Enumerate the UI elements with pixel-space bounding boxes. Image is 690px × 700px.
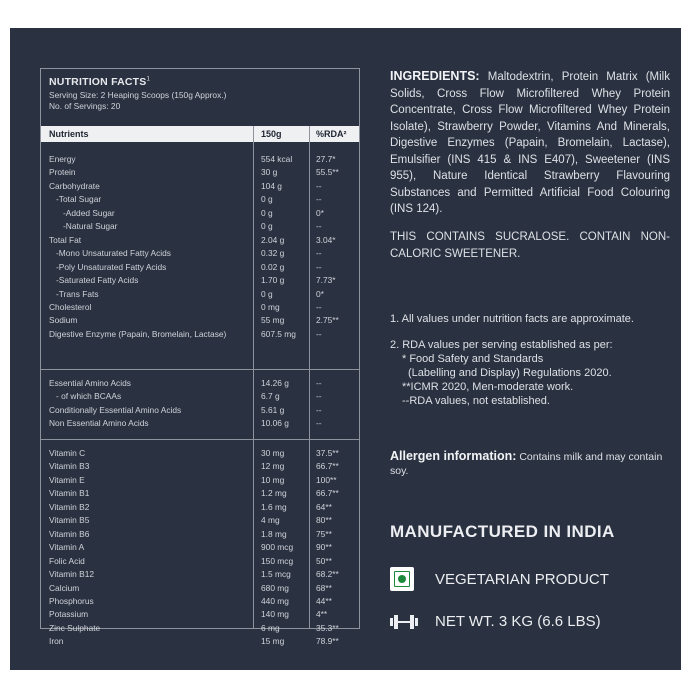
nutrient-name: Essential Amino Acids <box>49 378 131 388</box>
nutrient-name: Folic Acid <box>49 555 85 566</box>
nutrient-row <box>41 208 359 221</box>
nutrient-name: Vitamin B2 <box>49 501 90 512</box>
nutrient-row <box>41 448 359 461</box>
nutrient-rda: -- <box>316 248 322 259</box>
footnote-2b: (Labelling and Display) Regulations 2020. <box>408 367 612 379</box>
nutrient-amount: 6.7 g <box>261 391 280 402</box>
nutrient-rda: 75** <box>316 528 332 539</box>
nutrient-rda: -- <box>316 180 322 191</box>
nutrient-amount: 554 kcal <box>261 154 293 164</box>
nutrient-amount: 15 mg <box>261 636 285 647</box>
nutrient-row <box>41 167 359 180</box>
nutrient-amount: 440 mg <box>261 595 289 606</box>
nutrient-row <box>41 596 359 609</box>
nutrient-amount: 680 mg <box>261 582 289 593</box>
nutrient-amount: 0 g <box>261 221 273 232</box>
nutrient-rda: -- <box>316 391 322 402</box>
nutrient-amount: 0 g <box>261 194 273 205</box>
label-panel <box>10 28 681 670</box>
footnote-2a: * Food Safety and Standards <box>402 353 544 365</box>
nutrient-row <box>41 262 359 275</box>
nutrient-row <box>41 248 359 261</box>
nutrient-rda: 37.5** <box>316 448 339 458</box>
manufactured-in: MANUFACTURED IN INDIA <box>390 522 615 541</box>
nutrient-rda: -- <box>316 328 322 339</box>
nutrient-name: Vitamin B5 <box>49 515 90 526</box>
nutrient-row <box>41 623 359 636</box>
nutrient-name: -Poly Unsaturated Fatty Acids <box>56 261 167 272</box>
nutrient-amount: 150 mcg <box>261 555 294 566</box>
nutrition-column-header <box>41 126 359 142</box>
nutrient-rda: 50** <box>316 555 332 566</box>
nutrient-rda: -- <box>316 221 322 232</box>
nutrient-amount: 10 mg <box>261 474 285 485</box>
nutrient-row <box>41 235 359 248</box>
nutrient-row <box>41 418 359 431</box>
nutrient-row <box>41 583 359 596</box>
nutrition-facts-title: NUTRITION FACTS$^1$ <box>49 76 151 88</box>
nutrient-name: Zinc Sulphate <box>49 622 101 633</box>
nutrient-rda: 78.9** <box>316 636 339 647</box>
allergen-label: Allergen information: <box>390 449 517 463</box>
vegetarian-label: VEGETARIAN PRODUCT <box>435 571 609 588</box>
nutrient-amount: 0.32 g <box>261 248 285 259</box>
nutrient-name: Vitamin B6 <box>49 528 90 539</box>
nutrient-amount: 607.5 mg <box>261 328 296 339</box>
nutrient-name: -Natural Sugar <box>63 221 118 232</box>
section-divider <box>41 369 359 370</box>
nutrient-rda: 66.7** <box>316 461 339 472</box>
nutrient-amount: 0.02 g <box>261 261 285 272</box>
nutrient-rda: 66.7** <box>316 488 339 499</box>
footnote-2d: --RDA values, not established. <box>402 395 550 407</box>
nutrient-rda: 68** <box>316 582 332 593</box>
nutrient-row <box>41 515 359 528</box>
nutrient-row <box>41 378 359 391</box>
nutrient-amount: 1.8 mg <box>261 528 287 539</box>
nutrient-row <box>41 154 359 167</box>
nutrient-amount: 0 g <box>261 288 273 299</box>
nutrient-name: Non Essential Amino Acids <box>49 418 149 429</box>
serving-size: Serving Size: 2 Heaping Scoops (150g Approx.) <box>49 90 227 100</box>
header-nutrients: Nutrients <box>49 129 89 139</box>
nutrient-name: Vitamin B12 <box>49 569 95 580</box>
nutrient-row <box>41 475 359 488</box>
vegetarian-mark-icon <box>390 567 414 591</box>
header-serving: 150g <box>261 129 282 139</box>
nutrient-amount: 1.2 mg <box>261 488 287 499</box>
nutrient-name: Digestive Enzyme (Papain, Bromelain, Lactase) <box>49 328 227 339</box>
nutrient-rda: 2.75** <box>316 315 339 326</box>
nutrient-name: -Trans Fats <box>56 288 99 299</box>
nutrient-row <box>41 529 359 542</box>
nutrient-row <box>41 302 359 315</box>
nutrient-amount: 104 g <box>261 180 282 191</box>
nutrient-amount: 30 mg <box>261 448 285 458</box>
nutrient-rda: 3.04* <box>316 234 336 245</box>
nutrient-name: Vitamin C <box>49 448 86 458</box>
nutrient-row <box>41 609 359 622</box>
nutrient-rda: 0* <box>316 288 324 299</box>
allergen-information <box>390 449 670 478</box>
nutrient-row <box>41 391 359 404</box>
nutrient-rda: -- <box>316 404 322 415</box>
nutrient-rda: 27.7* <box>316 154 336 164</box>
nutrient-name: Calcium <box>49 582 80 593</box>
nutrient-amount: 10.06 g <box>261 418 289 429</box>
nutrient-rda: 90** <box>316 542 332 553</box>
nutrient-name: -Mono Unsaturated Fatty Acids <box>56 248 171 259</box>
nutrient-row <box>41 405 359 418</box>
nutrient-amount: 5.61 g <box>261 404 285 415</box>
nutrient-name: Protein <box>49 167 76 178</box>
nutrient-rda: 68.2** <box>316 569 339 580</box>
nutrient-amount: 6 mg <box>261 622 280 633</box>
nutrient-row <box>41 502 359 515</box>
footnote-2: 2. RDA values per serving established as per: <box>390 339 613 351</box>
nutrient-row <box>41 488 359 501</box>
ingredients-block <box>390 68 670 218</box>
section-divider <box>41 439 359 440</box>
nutrient-name: -Saturated Fatty Acids <box>56 275 139 286</box>
servings-count: No. of Servings: 20 <box>49 100 121 111</box>
nutrient-amount: 14.26 g <box>261 378 289 388</box>
sweetener-warning: THIS CONTAINS SUCRALOSE. CONTAIN NON-CALORIC SWEETENER. <box>390 231 670 260</box>
nutrient-row <box>41 556 359 569</box>
nutrient-rda: 0* <box>316 207 324 218</box>
nutrient-row <box>41 315 359 328</box>
nutrient-name: Carbohydrate <box>49 180 100 191</box>
nutrition-facts-table <box>40 68 360 647</box>
nutrient-name: -Added Sugar <box>63 207 115 218</box>
nutrient-row <box>41 461 359 474</box>
nutrient-row <box>41 194 359 207</box>
nutrient-amount: 1.5 mcg <box>261 569 291 580</box>
nutrient-rda: -- <box>316 378 322 388</box>
nutrient-row <box>41 329 359 342</box>
nutrient-row <box>41 221 359 234</box>
nutrient-amount: 900 mcg <box>261 542 294 553</box>
nutrient-rda: -- <box>316 261 322 272</box>
nutrient-amount: 12 mg <box>261 461 285 472</box>
nutrient-rda: 80** <box>316 515 332 526</box>
footnote-2c: **ICMR 2020, Men-moderate work. <box>402 381 574 393</box>
nutrient-rda: 44** <box>316 595 332 606</box>
ingredients-text: Maltodextrin, Protein Matrix (Milk Solids, Cross Flow Microfiltered Whey Protein Concentrate, Cross Flow Microfiltered Whey Protein Isolate), Strawberry Powder, Vitamins And Minerals, Digestive Enzymes (Papain, Bromelain, Lactase), Emulsifier (INS 415 & INS E407), Sweetener (INS 955), Nature Identical Strawberry Flavouring Substances and Permitted Artificial Food Colouring (INS 124). <box>390 71 670 215</box>
nutrient-name: Vitamin A <box>49 542 85 553</box>
nutrient-rda: 4** <box>316 609 328 620</box>
nutrient-name: Cholesterol <box>49 301 92 312</box>
nutrient-amount: 55 mg <box>261 315 285 326</box>
nutrient-name: Sodium <box>49 315 78 326</box>
nutrient-name: Potassium <box>49 609 89 620</box>
nutrient-amount: 0 g <box>261 207 273 218</box>
nutrient-name: Vitamin B1 <box>49 488 90 499</box>
nutrient-rda: 100** <box>316 474 337 485</box>
nutrient-name: Conditionally Essential Amino Acids <box>49 404 182 415</box>
nutrient-amount: 1.6 mg <box>261 501 287 512</box>
header-rda: %RDA² <box>316 129 347 139</box>
nutrient-row <box>41 275 359 288</box>
nutrient-row <box>41 569 359 582</box>
footnote-1: 1. All values under nutrition facts are approximate. <box>390 313 634 325</box>
nutrient-row <box>41 636 359 649</box>
nutrient-amount: 2.04 g <box>261 234 285 245</box>
nutrient-rda: -- <box>316 418 322 429</box>
nutrient-name: Total Fat <box>49 234 82 245</box>
nutrient-name: Iron <box>49 636 64 647</box>
nutrient-rda: -- <box>316 194 322 205</box>
nutrient-rda: 7.73* <box>316 275 336 286</box>
nutrient-amount: 140 mg <box>261 609 289 620</box>
nutrient-amount: 30 g <box>261 167 278 178</box>
dumbbell-icon <box>390 615 418 629</box>
nutrient-name: Phosphorus <box>49 595 94 606</box>
nutrient-rda: 64** <box>316 501 332 512</box>
nutrient-name: - of which BCAAs <box>56 391 122 402</box>
nutrient-row <box>41 181 359 194</box>
nutrient-name: Vitamin B3 <box>49 461 90 472</box>
footnotes <box>390 312 670 408</box>
allergen-text: Contains milk and may contain soy. <box>390 451 663 477</box>
net-weight-label: NET WT. 3 KG (6.6 LBS) <box>435 613 601 630</box>
nutrient-name: Energy <box>49 154 76 164</box>
nutrient-row <box>41 289 359 302</box>
nutrient-row <box>41 542 359 555</box>
ingredients-label: INGREDIENTS: <box>390 69 480 83</box>
nutrient-rda: 35.3** <box>316 622 339 633</box>
nutrient-rda: -- <box>316 301 322 312</box>
nutrient-name: -Total Sugar <box>56 194 102 205</box>
nutrient-amount: 0 mg <box>261 301 280 312</box>
nutrient-name: Vitamin E <box>49 474 85 485</box>
nutrient-amount: 4 mg <box>261 515 280 526</box>
nutrient-rda: 55.5** <box>316 167 339 178</box>
nutrient-amount: 1.70 g <box>261 275 285 286</box>
